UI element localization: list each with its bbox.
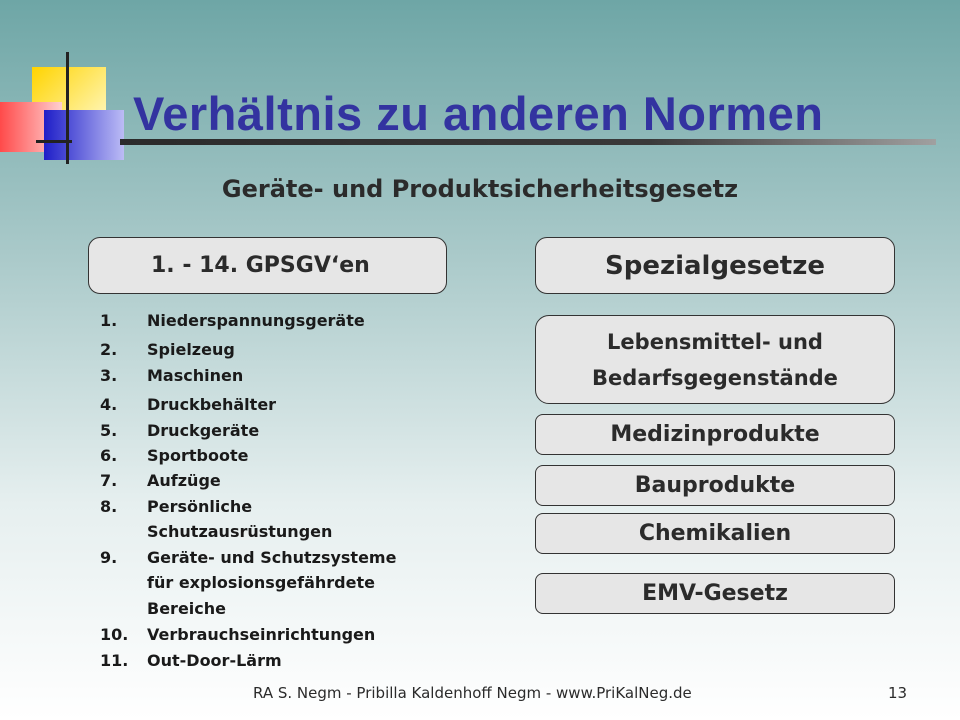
slide-logo-decoration [0, 50, 130, 170]
lebensmittel-line-2: Bedarfsgegenstände [592, 365, 838, 390]
slide-title: Verhältnis zu anderen Normen [133, 87, 824, 140]
bauprodukte-box: Bauprodukte [535, 465, 895, 506]
logo-horizontal-line [36, 140, 72, 143]
logo-vertical-line [66, 52, 69, 164]
medizinprodukte-box: Medizinprodukte [535, 414, 895, 455]
lebensmittel-box [535, 315, 895, 404]
footer-text: RA S. Negm - Pribilla Kaldenhoff Negm - www.PriKalNeg.de [253, 684, 692, 702]
slide-subtitle: Geräte- und Produktsicherheitsgesetz [221, 175, 739, 203]
page-number: 13 [888, 684, 908, 702]
chemikalien-box: Chemikalien [535, 513, 895, 554]
logo-blue-square [44, 110, 124, 160]
lebensmittel-line-1: Lebensmittel- und [607, 329, 823, 354]
emv-gesetz-box: EMV-Gesetz [535, 573, 895, 614]
gpsgv-box: 1. - 14. GPSGV‘en [88, 237, 447, 294]
special-laws-header-box: Spezialgesetze [535, 237, 895, 294]
